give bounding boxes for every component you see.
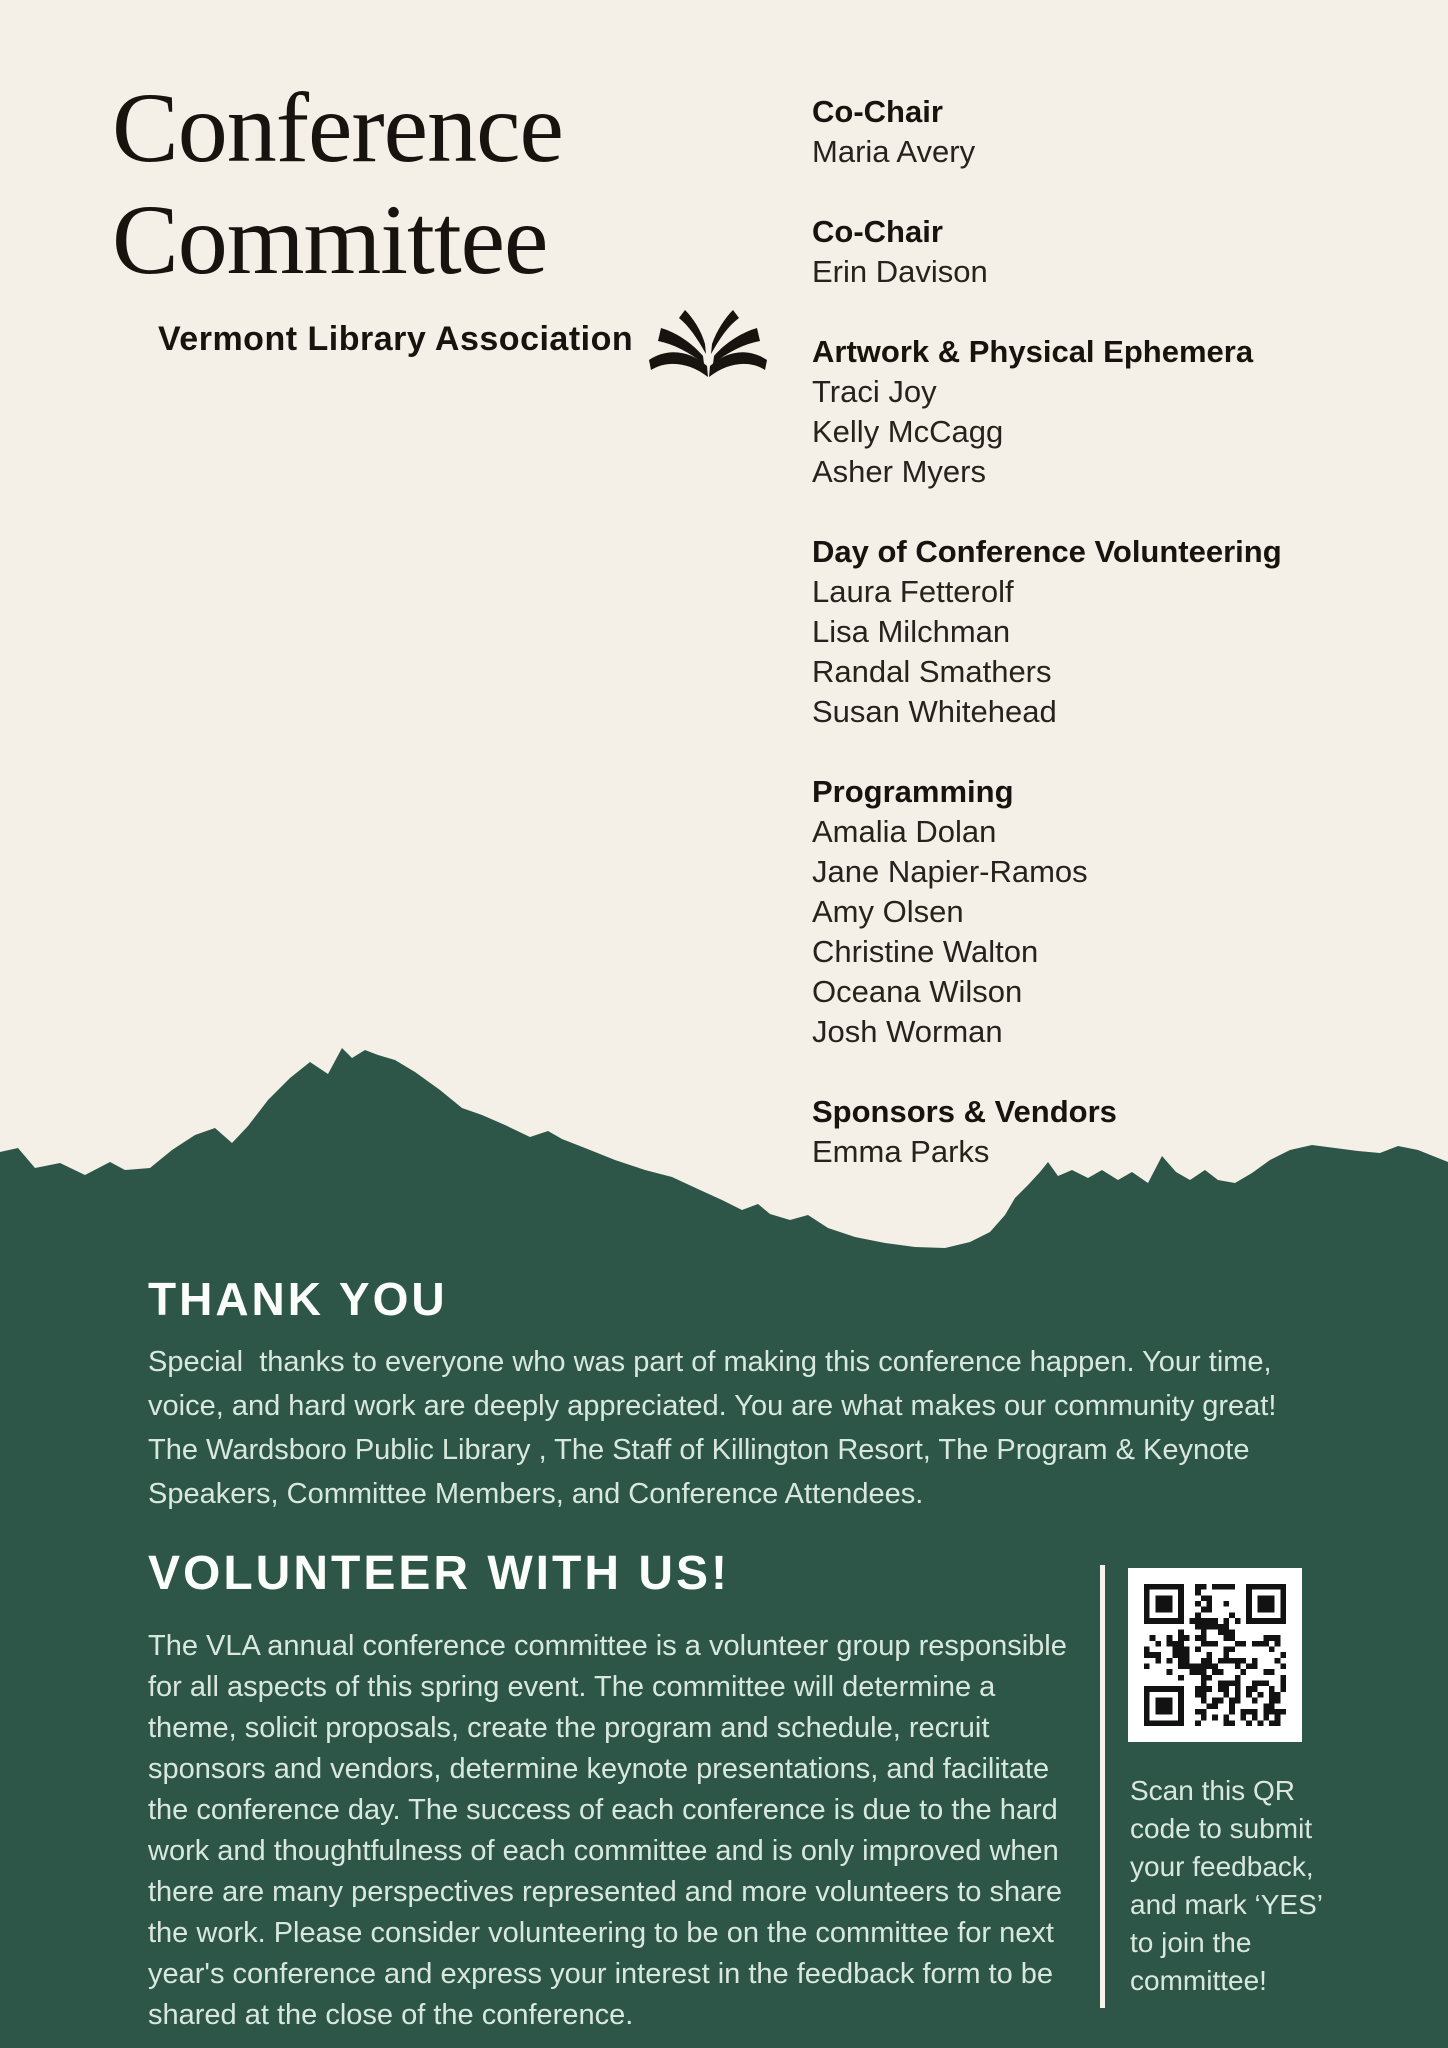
member-name: Laura Fetterolf [812,574,1014,609]
member-name: Maria Avery [812,134,976,169]
committee-section-day-volunteering [812,532,1392,732]
role-title: Artwork & Physical Ephemera [812,334,1254,369]
organization-name: Vermont Library Association [158,319,634,358]
member-name: Erin Davison [812,254,988,289]
volunteer-heading: VOLUNTEER WITH US! [148,1547,730,1600]
role-title: Programming [812,774,1014,809]
tagline-row [158,300,769,378]
member-name: Amy Olsen [812,894,964,929]
role-title: Day of Conference Volunteering [812,534,1282,569]
page-title-line2: Committee [112,184,548,295]
qr-caption: Scan this QR code to submit your feedback, and mark ‘YES’ to join the committee! [1130,1775,1322,1996]
member-name: Emma Parks [812,1134,990,1169]
member-name: Amalia Dolan [812,814,997,849]
committee-section-artwork [812,332,1392,492]
role-title: Co-Chair [812,94,943,129]
committee-section-cochair-2 [812,212,1392,292]
member-name: Susan Whitehead [812,694,1057,729]
member-name: Josh Worman [812,1014,1003,1049]
member-name: Randal Smathers [812,654,1052,689]
volunteer-paragraph: The VLA annual conference committee is a volunteer group responsible for all aspects of this spring event. The committee will determine a theme, solicit proposals, create the program and schedule, recruit sponsors and vendors, determine keynote presentations, and facilitate the conference day. The success of each conference is due to the hard work and thoughtfulness of each committee and is only improved when there are many perspectives represented and more volunteers to share the work. Please consider volunteering to be on the committee for next year's conference and express your interest in the feedback form to be shared at the close of the conference. [148,1630,1067,2031]
member-name: Lisa Milchman [812,614,1011,649]
member-name: Kelly McCagg [812,414,1004,449]
member-name: Traci Joy [812,374,937,409]
member-name: Jane Napier-Ramos [812,854,1088,889]
member-name: Asher Myers [812,454,986,489]
member-name: Oceana Wilson [812,974,1023,1009]
qr-code [1128,1568,1302,1742]
page-title-line1: Conference [112,72,563,183]
page-title [112,72,563,296]
vertical-divider [1100,1565,1105,2008]
thank-you-heading: THANK YOU [148,1273,448,1325]
role-title: Sponsors & Vendors [812,1094,1117,1129]
role-title: Co-Chair [812,214,943,249]
member-name: Christine Walton [812,934,1039,969]
qr-code-pattern [1144,1584,1286,1726]
thank-you-paragraph: Special thanks to everyone who was part of making this conference happen. Your time, voice, and hard work are deeply appreciated. You are what makes our community great! The Wardsboro Public Library , The Staff of Killington Resort, The Program & Keynote Speakers, Committee Members, and Conference Attendees. [148,1346,1284,1510]
open-book-icon [647,304,769,378]
mountain-silhouette [0,1000,1448,1260]
committee-section-cochair-1 [812,92,1392,172]
